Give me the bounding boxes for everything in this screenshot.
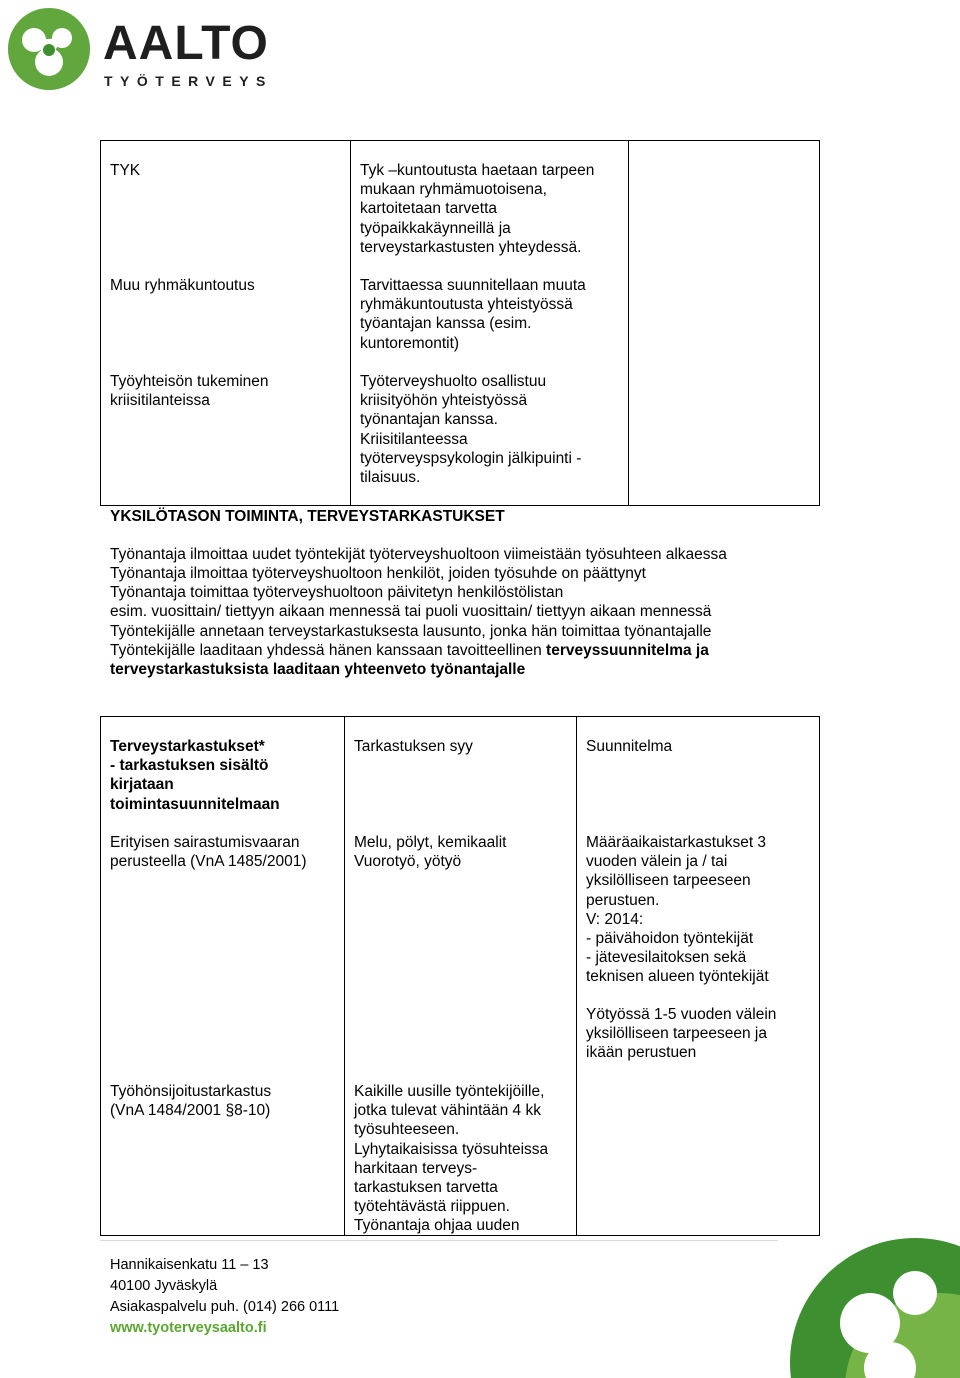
header-tarkastuksen-syy: Tarkastuksen syy: [354, 738, 473, 755]
paragraph-line: Työnantaja ilmoittaa työterveyshuoltoon henkilöt, joiden työsuhde on päättynyt: [110, 565, 646, 582]
footer-divider: [100, 1240, 778, 1241]
paragraph-emphasis: terveystarkastuksista laaditaan yhteenveto työnantajalle: [110, 661, 526, 678]
header-terveystarkastukset: Terveystarkastukset* - tarkastuksen sisältö kirjataan toimintasuunnitelmaan: [110, 738, 280, 813]
row-erityinen-label: Erityisen sairastumisvaaran perusteella (VnA 1485/2001): [110, 834, 307, 871]
row-erityinen-syy: Melu, pölyt, kemikaalit Vuorotyö, yötyö: [354, 834, 507, 871]
table-divider: [576, 716, 577, 1236]
paragraph-emphasis: terveyssuunnitelma ja: [546, 642, 709, 659]
section-heading: YKSILÖTASON TOIMINTA, TERVEYSTARKASTUKSET: [110, 508, 505, 525]
paragraph-line: Työntekijälle annetaan terveystarkastuksesta lausunto, jonka hän toimittaa työnantajalle: [110, 623, 712, 640]
table-divider: [344, 716, 345, 1236]
row-label-kriisi: Työyhteisön tukeminen kriisitilanteissa: [110, 373, 269, 410]
header-suunnitelma: Suunnitelma: [586, 738, 673, 755]
brand-name: AALTO: [103, 17, 269, 70]
paragraph-line: Työnantaja ilmoittaa uudet työntekijät työterveyshuoltoon viimeistään työsuhteen alkaessa: [110, 546, 727, 563]
row-text-tyk: Tyk –kuntoutusta haetaan tarpeen mukaan ryhmämuotoisena, kartoitetaan tarvetta työpaikkakäynneillä ja terveystarkastusten yhteydessä.: [360, 162, 595, 256]
footer-phone: Asiakaspalvelu puh. (014) 266 0111: [110, 1299, 340, 1315]
row-label-tyk: TYK: [110, 162, 141, 179]
table-divider: [628, 140, 629, 506]
footer-address-line2: 40100 Jyväskylä: [110, 1278, 218, 1294]
row-erityinen-suunnitelma: Määräaikaistarkastukset 3 vuoden välein ja / tai yksilölliseen tarpeeseen perustuen. V: 2014: - päivähoidon työntekijät - jätevesilaitoksen sekä teknisen alueen työntekijät: [586, 834, 769, 986]
corner-decoration-icon: [740, 1228, 960, 1378]
brand-subtitle: TYÖTERVEYS: [104, 73, 273, 89]
row-tyohonsijoitus-syy: Kaikille uusille työntekijöille, jotka tulevat vähintään 4 kk työsuhteeseen. Lyhytaikaisissa työsuhteissa harkitaan terveys- tarkastuksen tarvetta työtehtävästä riippuen. Työnantaja ohjaa uuden: [354, 1083, 549, 1235]
row-text-ryhmakuntoutus: Tarvittaessa suunnitellaan muuta ryhmäkuntoutusta yhteistyössä työantajan kanssa (esim. kuntoremontit): [360, 277, 586, 352]
table-divider: [350, 140, 351, 506]
row-text-kriisi: Työterveyshuolto osallistuu kriisityöhön yhteistyössä työnantajan kanssa. Kriisitilanteessa työterveyspsykologin jälkipuinti - tilaisuus.: [360, 373, 582, 487]
footer-website-link[interactable]: www.tyoterveysaalto.fi: [110, 1320, 267, 1336]
paragraph-text: Työntekijälle laaditaan yhdessä hänen kanssaan tavoitteellinen: [110, 642, 547, 659]
footer-address-line1: Hannikaisenkatu 11 – 13: [110, 1257, 269, 1273]
paragraph-line: [110, 641, 709, 660]
paragraph-line: Työnantaja toimittaa työterveyshuoltoon päivitetyn henkilöstölistan: [110, 584, 564, 601]
paragraph-line: esim. vuosittain/ tiettyyn aikaan mennessä tai puoli vuosittain/ tiettyyn aikaan mennessä: [110, 603, 712, 620]
row-erityinen-yotyo: Yötyössä 1-5 vuoden välein yksilölliseen tarpeeseen ja ikään perustuen: [586, 1006, 777, 1062]
row-tyohonsijoitus-label: Työhönsijoitustarkastus (VnA 1484/2001 §8-10): [110, 1083, 272, 1120]
row-label-ryhmakuntoutus: Muu ryhmäkuntoutus: [110, 277, 255, 294]
